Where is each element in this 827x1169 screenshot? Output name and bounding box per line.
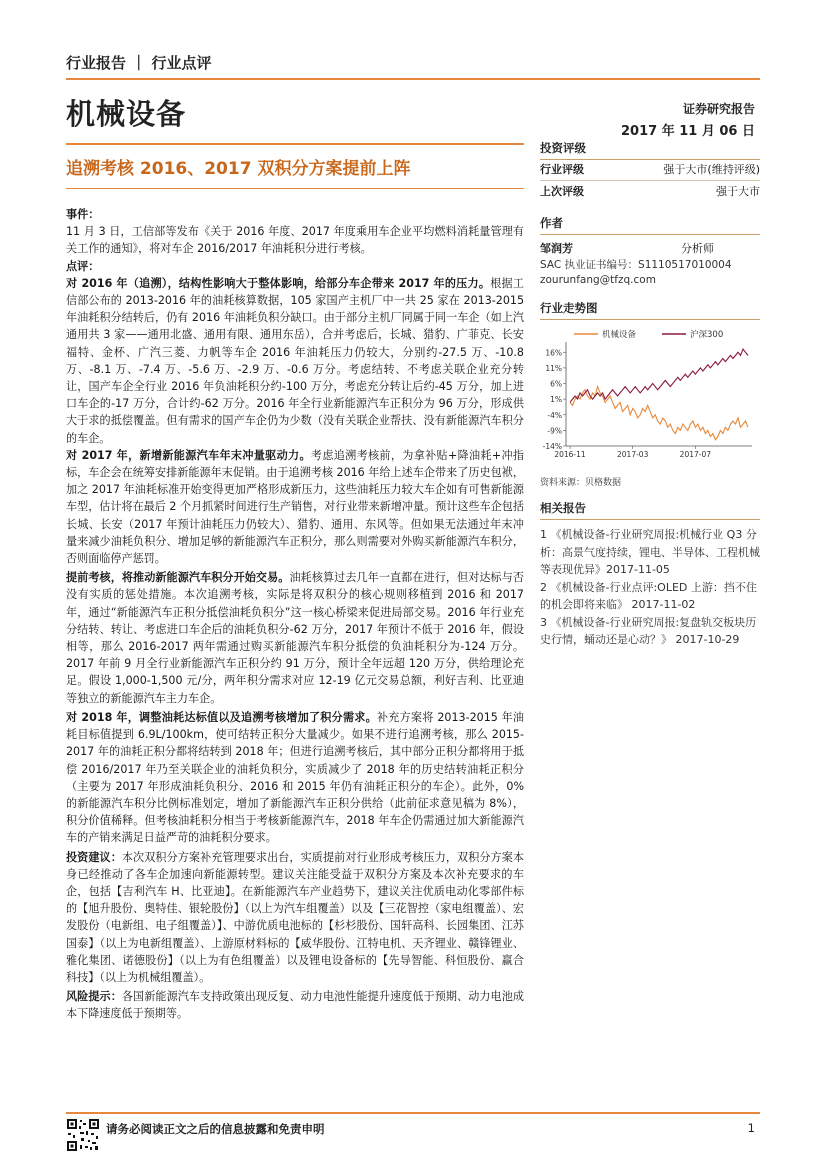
- previous-rating-label: 上次评级: [540, 185, 584, 198]
- x-tick-label: 2017-03: [617, 450, 649, 459]
- y-tick-label: -9%: [547, 426, 562, 436]
- related-reports: [540, 526, 760, 649]
- report-title: 追溯考核 2016、2017 双积分方案提前上阵: [66, 159, 411, 179]
- paragraph-2016-text: 根据工信部公布的 2013-2016 年的油耗核算数据，105 家国产主机厂中一共 25 家在 2013-2015 年油耗积分结转后，仍有 2016 年油耗负积分缺口。由于部分主机厂同属于同一车企（如上汽通用共 3 家——通用北盛、通用有限、通用东岳），合并考虑后，长城、猎豹、广菲克、长安福特、金杯、广汽三菱、力帆等车企 2016 年油耗压力仍较大，分别约-27.5 万、-10.8 万、-8.1 万、-7.4 万、-5.6 万、-2.9 万、-0.6 万分。考虑结转、不考虑关联企业充分转让，国产车企全行业 2016 年负油耗积分约-100 万分，考虑充分转让后约-45 万分，加上进口车企的-17 万分，合计约-62 万分。2016 年全行业新能源汽车正积分为 96 万分，形成供大于求的抵偿覆盖。但有需求的国产车企仍为少数（没有关联企业帮扶、没有新能源汽车积分的车企。: [66, 276, 524, 445]
- y-tick-label: 1%: [550, 395, 562, 405]
- legend-label: 沪深300: [690, 330, 724, 340]
- comment-label: 点评：: [66, 259, 100, 273]
- main-body: [66, 206, 524, 1023]
- disclaimer-link[interactable]: 请务必阅读正文之后的信息披露和免责申明: [106, 1122, 325, 1136]
- risk-text: 各国新能源汽车支持政策出现反复、动力电池性能提升速度低于预期、动力电池成本下降速度低于预期等。: [66, 990, 524, 1021]
- title-rule-top: [66, 143, 524, 145]
- paragraph-trading-lead: 提前考核，将推动新能源汽车积分开始交易。: [66, 571, 290, 585]
- report-type: 证券研究报告: [682, 102, 755, 116]
- paragraph-trading: [66, 569, 524, 707]
- author-row: [540, 239, 760, 258]
- paragraph-2016: [66, 275, 524, 447]
- risk-label: 风险提示：: [66, 990, 122, 1004]
- paragraph-2017-lead: 对 2017 年，新增新能源汽车年末冲量驱动力。: [66, 448, 311, 462]
- author-name: 邹润芳: [540, 242, 573, 255]
- industry-title: 机械设备: [66, 97, 187, 131]
- paragraph-2017: [66, 447, 524, 567]
- title-rule-bottom: [66, 188, 524, 189]
- paragraph-2016-lead: 对 2016 年（追溯），结构性影响大于整体影响，给部分车企带来 2017 年的压力。: [66, 276, 491, 290]
- chart-source: 资料来源：贝格数据: [540, 478, 622, 488]
- legend-label: 机械设备: [602, 330, 637, 340]
- event-label: 事件：: [66, 208, 100, 221]
- paragraph-trading-text: 油耗核算过去几年一直都在进行，但对达标与否没有实质的惩处措施。本次追溯考核，实际是将双积分的核心规则移植到 2016 和 2017 年，通过“新能源汽车正积分抵偿油耗负积分”这一核心桥梁来促进局部交易。2016 年行业充分结转、转让、考虑进口车企后的油耗负积分-62 万分，2017 年预计不低于 2016 年，假设相等，那么 2016-2017 两年需通过购买新能源汽车积分抵偿的负油耗积分为-124 万分。2017 年前 9 月全行业新能源汽车正积分约 91 万分，预计全年远超 120 万分，供给理论充足。假设 1,000-1,500 元/分，两年积分需求对应 12-19 亿元交易总额，利好吉利、比亚迪等独立的新能源汽车主力车企。: [66, 571, 524, 705]
- footer-rule: [66, 1112, 760, 1114]
- report-date: 2017 年 11 月 06 日: [621, 124, 755, 139]
- y-tick-label: -14%: [542, 442, 562, 451]
- author-email[interactable]: zourunfang@tfzq.com: [540, 274, 656, 286]
- previous-rating-value: 强于大市: [716, 185, 760, 198]
- paragraph-2017-text: 考虑追溯考核前，为拿补贴+降油耗+冲指标，车企会在统筹安排新能源年末促销。由于追溯考核 2016 年给上述车企带来了历史包袱，加之 2017 年油耗标准开始变得更加严格形成新压力，这些油耗压力较大车企如有可售新能源车型，估计将在最后 2 个月抓紧时间进行生产销售，对行业带来新增冲量。预计这些车企包括长城、长安（2017 年预计油耗压力仍较大）、猎豹、通用、东风等。但如果无法通过年末冲量来减少油耗负积分、增加足够的新能源汽车正积分，那么则需要对外购买新能源汽车积分，否则面临停产惩罚。: [66, 448, 525, 566]
- y-tick-label: 6%: [550, 379, 562, 389]
- trend-heading: 行业走势图: [540, 300, 760, 320]
- investment-text: 本次双积分方案补充管理要求出台，实质提前对行业形成考核压力，双积分方案本身已经推动了各车企加速向新能源转型。建议关注能受益于双积分方案及本次补充要求的车企，包括【吉利汽车 H、比亚迪】。在新能源汽车产业趋势下，建议关注优质电动化零部件标的【旭升股份、奥特佳、银轮股份】（以上为汽车组覆盖）以及【三花智控（家电组覆盖）、宏发股份（电新组、电子组覆盖）】、中游优质电池标的【杉杉股份、国轩高科、长园集团、江苏国泰】（以上为电新组覆盖）、上游原材料标的【威华股份、江特电机、天齐锂业、赣锋锂业、雅化集团、诺德股份】（以上为有色组覆盖）以及锂电设备标的【先导智能、科恒股份、赢合科技】（以上为机械组覆盖）。: [66, 850, 524, 984]
- y-tick-label: 16%: [545, 348, 562, 358]
- series-line-hs300: [570, 349, 748, 402]
- y-tick-label: -4%: [547, 410, 562, 420]
- investment-label: 投资建议：: [66, 850, 122, 864]
- previous-rating-row: [540, 182, 760, 201]
- trend-chart-container: [540, 328, 760, 471]
- sidebar: [540, 140, 760, 649]
- author-heading: 作者: [540, 215, 760, 235]
- industry-rating-value: 强于大市(维持评级): [663, 163, 760, 176]
- paragraph-2018-lead: 对 2018 年，调整油耗达标值以及追溯考核增加了积分需求。: [66, 710, 377, 724]
- rating-heading: 投资评级: [540, 140, 760, 160]
- x-tick-label: 2017-07: [679, 450, 712, 459]
- event-text: 11 月 3 日，工信部等发布《关于 2016 年度、2017 年度乘用车企业平均燃料消耗量管理有关工作的通知》，将对车企 2016/2017 年油耗积分进行考核。: [66, 225, 524, 256]
- paragraph-investment: [66, 849, 524, 987]
- industry-rating-label: 行业评级: [540, 163, 584, 176]
- page-number: 1: [747, 1121, 755, 1135]
- report-category: 行业报告 ｜ 行业点评: [66, 54, 212, 72]
- author-certificate: SAC 执业证书编号：S1110517010004: [540, 259, 732, 271]
- author-title: 分析师: [681, 242, 714, 255]
- header-rule: [66, 78, 760, 80]
- industry-rating-row: [540, 160, 760, 179]
- paragraph-2018-text: 补充方案将 2013-2015 年油耗目标值提到 6.9L/100km，使可结转正积分大量减少。如果不进行追溯考核，那么 2015-2017 年的油耗正积分都将结转到 2018 年；但进行追溯考核后，其中部分正积分都将用于抵偿 2016/2017 年乃至关联企业的油耗负积分，实质减少了 2018 年的历史结转油耗正积分（主要为 2017 年形成油耗负积分、2016 和 2015 年仍有油耗正积分的车企）。此外，0%的新能源汽车积分比例标准划定，增加了新能源汽车正积分供给（此前征求意见稿为 8%），积分价值稀释。但考核油耗积分相当于考核新能源汽车，2018 年车企仍需通过加大新能源汽车的产销来满足日益严苛的油耗积分要求。: [66, 710, 524, 845]
- x-tick-label: 2016-11: [554, 450, 586, 459]
- paragraph-2018: [66, 709, 524, 847]
- related-report-item[interactable]: 3 《机械设备-行业研究周报:复盘轨交板块历史行情，蛹动还是心动？》 2017-10-29: [540, 615, 757, 646]
- related-heading: 相关报告: [540, 500, 760, 520]
- y-tick-label: 11%: [545, 363, 562, 373]
- trend-chart: [540, 328, 760, 468]
- paragraph-risk: [66, 988, 524, 1022]
- related-report-item[interactable]: 2 《机械设备-行业点评:OLED 上游：挡不住的机会即将来临》 2017-11-02: [540, 580, 757, 611]
- qr-code-icon: [66, 1118, 100, 1152]
- related-report-item[interactable]: 1 《机械设备-行业研究周报:机械行业 Q3 分析：高景气度持续，锂电、半导体、工程机械等表现优异》2017-11-05: [540, 528, 760, 576]
